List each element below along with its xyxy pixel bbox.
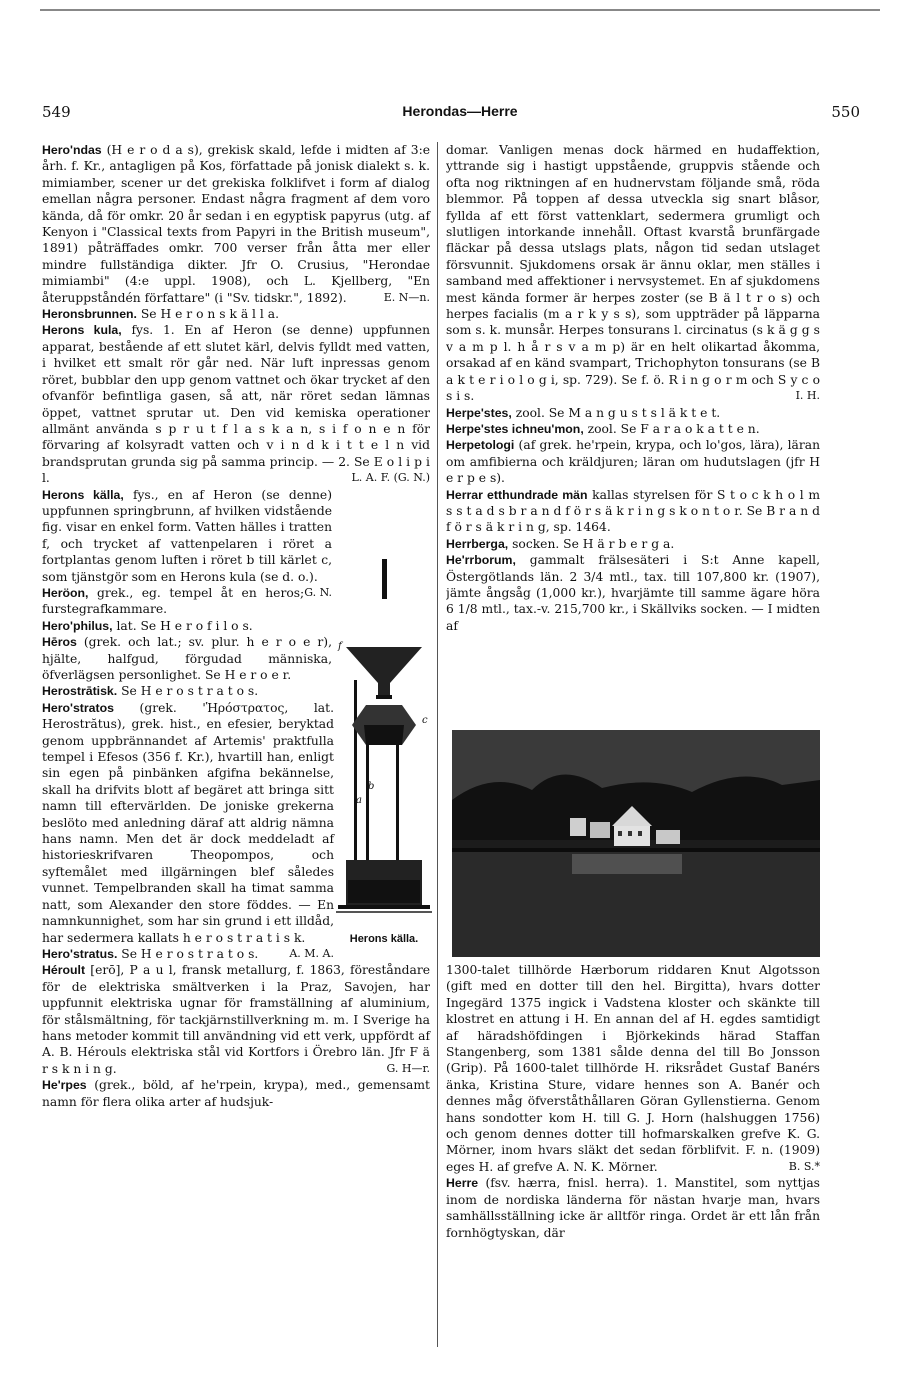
entry-herpes-cont: domar. Vanligen menas dock härmed en hudaffektion, yttrande sig i hastigt uppstående, gruppvis stående och ofta nog riktningen af en hudnervstam följande små, röda blemmor. På toppen af dessa utveckla sig snart blåsor, fyllda af ett först vattenklart, sedermera grumligt och slutligen intorkande innehåll. Oftast kvarstå brunfärgade fläckar på dessa utslags plats, någon tid sedan utslaget försvunnit. Sjukdomens orsak är ännu oklar, men ställes i samband med affektioner i nervsystemet. En af sjukdomens mest kända former är herpes zoster (se B ä l t r o s) och herpes facialis (m a r k y s s), som uppträder på läpparna som s. k. munsår. Herpes tonsurans l. circinatus (s k ä g g s v a m p l. h å r s v a m p) är en helt olikartad åkomma, orsakad af en känd svampart, Trichophyton tonsurans (se B a k t e r i o l o g i, sp. 729). Se f. ö. R i n g o r m och S y c o s i s. I. H.: [446, 143, 820, 404]
entry-herons-kula: Herons kula, fys. 1. En af Heron (se denne) uppfunnen apparat, bestående af ett slutet kärl, delvis fylldt med vatten, i hvilket ett smalt rör går ned. När luft inpressas genom röret, bubblar den upp genom vattnet och ökar trycket af den ofvanför befintliga gasen, så att, när röret sedan lämnas öppet, vattnet sprutar ut. Den vid kemiska operationer allmänt använda s p r u t f l a s k a n, s i f o n e n för förvaring af kolsyradt vatten och v i n d k i t t e l n vid brandsprutan grunda sig på samma princip. — 2. Se E o l i p i l. L. A. F. (G. N.): [42, 323, 430, 486]
entry-herrar-etthundrade: Herrar etthundrade män kallas styrelsen för S t o c k h o l m s s t a d s b r a n d f ö r s ä k r i n g s k o n t o r. Se B r a n d f ö r s ä k r i n g, sp. 1464.: [446, 487, 820, 535]
herons-kalla-figure: [336, 555, 432, 945]
right-column-lower: [446, 962, 820, 1241]
entry-herpetologi: Herpetologi (af grek. he'rpein, krypa, och lo'gos, lära), läran om amfibierna och kräldjuren; läran om hudutslagen (jfr H e r p e s).: [446, 438, 820, 486]
label-a: a: [356, 795, 362, 806]
entry-herre: Herre (fsv. hærra, fnisl. herra). 1. Manstitel, som nyttjas inom de nordiska länderna för nästan hvarje man, hvars samhällsställning icke är alltför ringa. Ordet är ett lån från fornhögtyskan, där: [446, 1176, 820, 1240]
entry-herrborum-cont: 1300-talet tillhörde Hærborum riddaren Knut Algotsson (gift med en dotter till den hel. Birgitta), hvars dotter Ingegärd 1375 ingick i Vadstena kloster och skänkte till klostret en attung i H. En annan del af H. egdes samtidigt af häradshöfdingen i Björkekinds härad Staffan Stangenberg, som 1381 sålde denna del till Bo Jonsson (Grip). På 1600-talet tillhörde H. riksrådet Gustaf Banérs änka, Kristina Sture, vidare hennes son A. Banér och dennes måg öfverståthållaren Göran Gyllenstierna. Genom hans sondotter kom H. till G. J. Horn (halshuggen 1756) och genom dennes dotter till hofmarskalken grefve K. G. Mörner, inom hvars släkt det sedan förblifvit. F. n. (1909) eges H. af grefve A. N. K. Mörner. B. S.*: [446, 963, 820, 1174]
page-number-right: 550: [831, 103, 860, 121]
fountain-drawing: [336, 555, 432, 927]
running-title: Herondas—Herre: [402, 103, 518, 119]
entry-herostratus: Hero'stratus. Se H e r o s t r a t o s.: [42, 946, 259, 961]
entry-herostratos: Hero'stratos (grek. 'Ἡρόστρατος, lat. Herostrătus), grek. hist., en efesier, beryktad genom uppbrännandet af Artemis' praktfulla tempel i Efesos (356 f. Kr.), hvartill han, enligt sin egen på pinbänken afgifna bekännelse, skall ha drifvits blott af begäret att bringa sitt namn till eftervärlden. De joniske grekerna beslöto med anledning däraf att aldrig nämna hans namn. Men det är dock meddeladt af historieskrifvaren Theopompos, och syftemålet med illgärningen blef således vunnet. Tempelbranden skall ha timat samma natt, som Alexander den store föddes. — En namnkunnighet, som har sin grund i ett illdåd, har sedermera kallats h e r o s t r a t i s k. A. M. A.: [42, 700, 334, 960]
entry-herpestes: Herpe'stes, zool. Se M a n g u s t s l ä k t e t.: [446, 405, 721, 420]
entry-herons-kalla: Herons källa, fys., en af Heron (se denne) uppfunnen springbrunn, af hvilken vidstående fig. visar en enkel form. Vatten hälles i tratten f, och trycket af vattenpelaren i röret a fortplantas genom luften i röret b till kärlet c, som tjänstgör som en Herons kula (se d. o.). G. N.: [42, 487, 332, 599]
narrow-block: [42, 487, 332, 700]
entry-heroult: Héroult [erō], P a u l, fransk metallurg, f. 1863, föreståndare för de elektriska smältverken i la Praz, Savojen, har uppfunnit elektriska ugnar för framställning af aluminium, för stålsmältning, för tackjärnstillverkning m. m. I Sverige ha hans metoder kommit till användning vid ett verk, uppfördt af A. B. Hérouls elektriska stål vid Kortfors i Örebro län. Jfr F ä r s k n i n g. G. H—r.: [42, 963, 430, 1076]
label-f: f: [338, 641, 342, 652]
page-number-left: 549: [42, 103, 71, 121]
entry-heros: Hēros (grek. och lat.; sv. plur. h e r o e r), hjälte, halfgud, förgudad människa, öfverlägsen personlighet. Se H e r o e r.: [42, 635, 332, 682]
entry-herpes: He'rpes (grek., böld, af he'rpein, krypa), med., gemensamt namn för flera olika arter af hudsjuk-: [42, 1078, 430, 1109]
entry-herrberga: Herrberga, socken. Se H ä r b e r g a.: [446, 536, 675, 551]
entry-herpestes-ichneumon: Herpe'stes ichneu'mon, zool. Se F a r a o k a t t e n.: [446, 421, 760, 436]
label-c: c: [422, 715, 428, 726]
top-scan-line: [40, 9, 880, 11]
entry-herostratisk: Herostrātisk. Se H e r o s t r a t o s.: [42, 684, 259, 699]
column-rule: [437, 142, 438, 1347]
entry-heroon: Heröon, grek., eg. tempel åt en heros; furstegrafkammare.: [42, 585, 305, 617]
entry-herondas: Hero'ndas (H e r o d a s), grekisk skald, lefde i midten af 3:e årh. f. Kr., antagligen på Kos, författade på jonisk dialekt s. k. mimiamber, scener ur det grekiska folklifvet i form af dialog emellan några personer. Endast några fragment af dem voro kända, då för omkr. 20 år sedan i en egyptisk papyrus (utg. af Kenyon i "Classical texts from Papyri in the British museum", 1891) påträffades omkr. 700 verser från åtta mer eller mindre fullständiga dikter. Jfr O. Crusius, "Herondae mimiambi" (4:e uppl. 1908), och L. Kjellberg, "En återuppståndén författare" (i "Sv. tidskr.", 1892). E. N—n.: [42, 143, 430, 305]
figure-caption: Herons källa.: [349, 933, 419, 945]
photo-drawing: [452, 730, 820, 957]
entry-herophilus: Hero'philus, lat. Se H e r o f i l o s.: [42, 618, 253, 633]
label-b: b: [368, 781, 375, 792]
entry-herrborum: He'rrborum, gammalt frälsesäteri i S:t Anne kapell, Östergötlands län. 2 3/4 mtl., tax. till 107,800 kr. (1907), jämte ångsåg (1,000 kr.), hvarjämte till samme ägare höra 6 1/8 mtl., tax.-v. 215,700 kr., i Skällviks socken. — I midten af: [446, 553, 820, 633]
right-column-upper: [446, 142, 820, 727]
entry-heronsbrunnen: Heronsbrunnen. Se H e r o n s k ä l l a.: [42, 307, 279, 322]
herrborum-photograph: [452, 730, 820, 957]
